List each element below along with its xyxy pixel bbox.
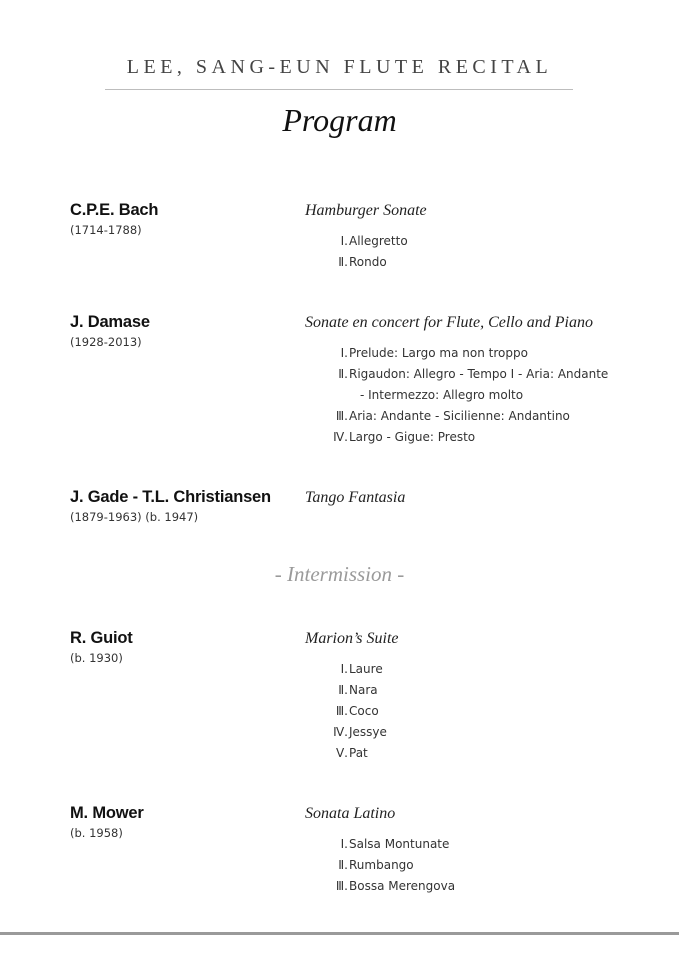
movement [305,343,675,364]
movement-number: Ⅲ. [335,409,348,423]
movement-number: Ⅰ. [340,662,348,676]
movement-number: Ⅲ. [335,879,348,893]
footer-divider [0,932,679,935]
composer-dates: (b. 1958) [70,826,123,840]
movement-continuation [305,385,675,406]
movement-number: Ⅲ. [335,704,348,718]
movement-number: Ⅰ. [340,837,348,851]
movement [305,231,675,252]
movement-title: Rumbango [349,858,414,872]
movement [305,252,675,273]
movement-number: Ⅴ. [335,746,348,760]
movement-number: Ⅰ. [340,346,348,360]
movement-title: Allegretto [349,234,408,248]
work-title: Marion’s Suite [305,630,399,647]
movement-title: Aria: Andante - Sicilienne: Andantino [349,409,570,423]
movement [305,876,675,897]
movement [305,659,675,680]
composer-dates: (1714-1788) [70,223,142,237]
program-heading: Program [282,102,397,138]
recital-title: LEE, SANG-EUN FLUTE RECITAL [126,56,553,78]
composer-dates: (1928-2013) [70,335,142,349]
work-title: Tango Fantasia [305,489,406,506]
composer-dates: (b. 1930) [70,651,123,665]
title-divider [105,89,573,90]
movement [305,743,675,764]
composer-name: R. Guiot [70,629,133,647]
movement-number: Ⅳ. [333,430,348,444]
movement-number: Ⅱ. [338,858,348,872]
composer-name: C.P.E. Bach [70,201,159,219]
work-title: Hamburger Sonate [305,202,427,219]
work-title: Sonate en concert for Flute, Cello and Piano [305,314,593,331]
movement-number: Ⅰ. [340,234,348,248]
movement [305,364,675,385]
composer-name: M. Mower [70,804,144,822]
movement-list [305,343,675,448]
work-title: Sonata Latino [305,805,396,822]
movement-number: Ⅱ. [338,255,348,269]
movement-list [305,834,675,897]
intermission-label: - Intermission - [274,562,405,586]
movement [305,406,675,427]
movement-title: Coco [349,704,379,718]
movement [305,722,675,743]
movement-title: Jessye [349,725,387,739]
movement [305,855,675,876]
movement [305,427,675,448]
composer-name: J. Gade - T.L. Christiansen [70,488,271,506]
movement-title: Salsa Montunate [349,837,450,851]
movement-title: Laure [349,662,383,676]
movement-title: Nara [349,683,378,697]
movement [305,701,675,722]
movement [305,834,675,855]
movement-title: Prelude: Largo ma non troppo [349,346,528,360]
movement-title: Rondo [349,255,387,269]
movement [305,680,675,701]
movement-number: Ⅱ. [338,367,348,381]
movement-title: Rigaudon: Allegro - Tempo I - Aria: Andante [349,367,609,381]
movement-title: - Intermezzo: Allegro molto [360,388,524,402]
movement-list [305,231,675,273]
movement-title: Bossa Merengova [349,879,456,893]
composer-name: J. Damase [70,313,150,331]
movement-title: Pat [349,746,368,760]
movement-list [305,659,675,764]
movement-number: Ⅱ. [338,683,348,697]
composer-dates: (1879-1963) (b. 1947) [70,510,199,524]
movement-title: Largo - Gigue: Presto [349,430,476,444]
movement-number: Ⅳ. [333,725,348,739]
